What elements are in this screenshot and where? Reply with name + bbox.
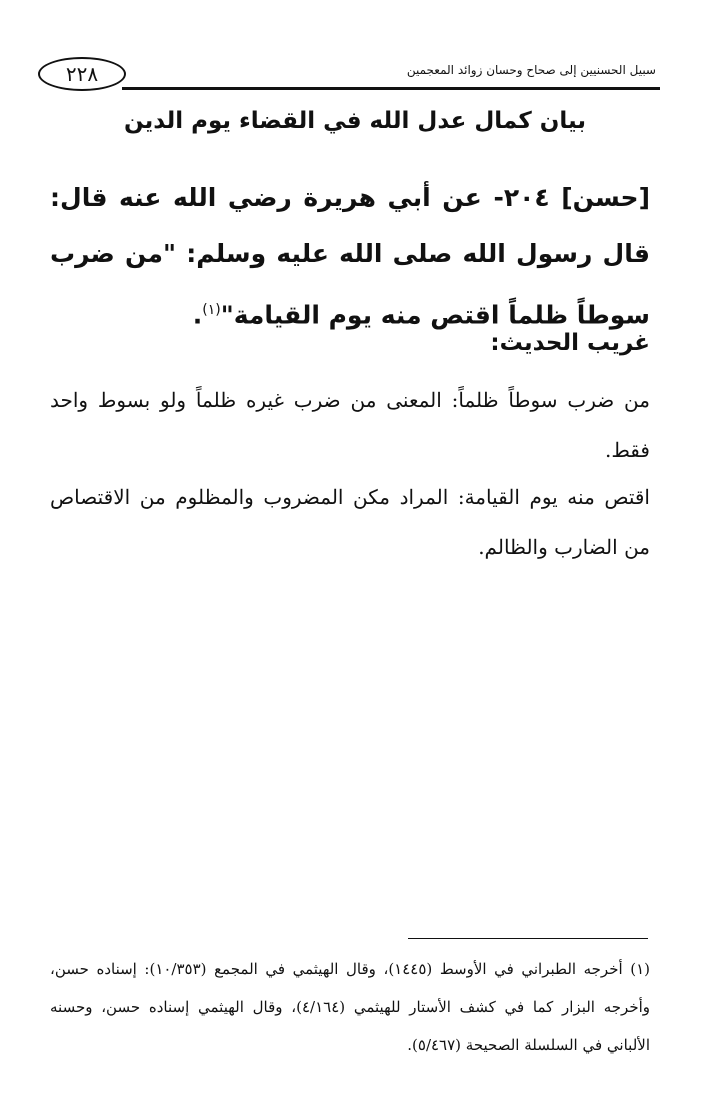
footnote: (١) أخرجه الطبراني في الأوسط (١٤٤٥)، وقال الهيثمي في المجمع (١٠/٣٥٣): إسناده حسن، وأخرجه البزار كما في كشف الأستار للهيثمي (٤/١٦٤)، وقال الهيثمي إسناده حسن، وحسنه الألباني في السلسلة الصحيحة (٥/٤٦٧). (50, 960, 651, 1054)
explanation-paragraph: اقتص منه يوم القيامة: المراد مكن المضروب والمظلوم من الاقتصاص من الضارب والظالم. (50, 485, 650, 559)
header-rule (122, 87, 660, 90)
hadith-number: ٢٠٤- (481, 183, 562, 212)
footnote-separator (408, 938, 648, 939)
running-title: سبيل الحسنيين إلى صحاح وحسان زوائد المعجمين (406, 63, 656, 77)
hadith-paragraph (50, 170, 650, 343)
gharib-heading: غريب الحديث: (490, 330, 650, 356)
page-header (30, 55, 660, 95)
hadith-text: عن أبي هريرة رضي الله عنه قال: قال رسول الله صلى الله عليه وسلم: "من ضرب سوطاً ظلماً اقتص منه يوم القيامة" (50, 183, 650, 330)
section-title: بيان كمال عدل الله في القضاء يوم الدين (123, 108, 587, 134)
explanation-paragraph: من ضرب سوطاً ظلماً: المعنى من ضرب غيره ظلماً ولو بسوط واحد فقط. (50, 388, 650, 462)
hadith-end: . (192, 300, 203, 330)
page-number: ٢٢٨ (38, 57, 126, 91)
footnote-ref: (١) (202, 302, 221, 318)
hadith-grade: [حسن] (561, 183, 650, 212)
